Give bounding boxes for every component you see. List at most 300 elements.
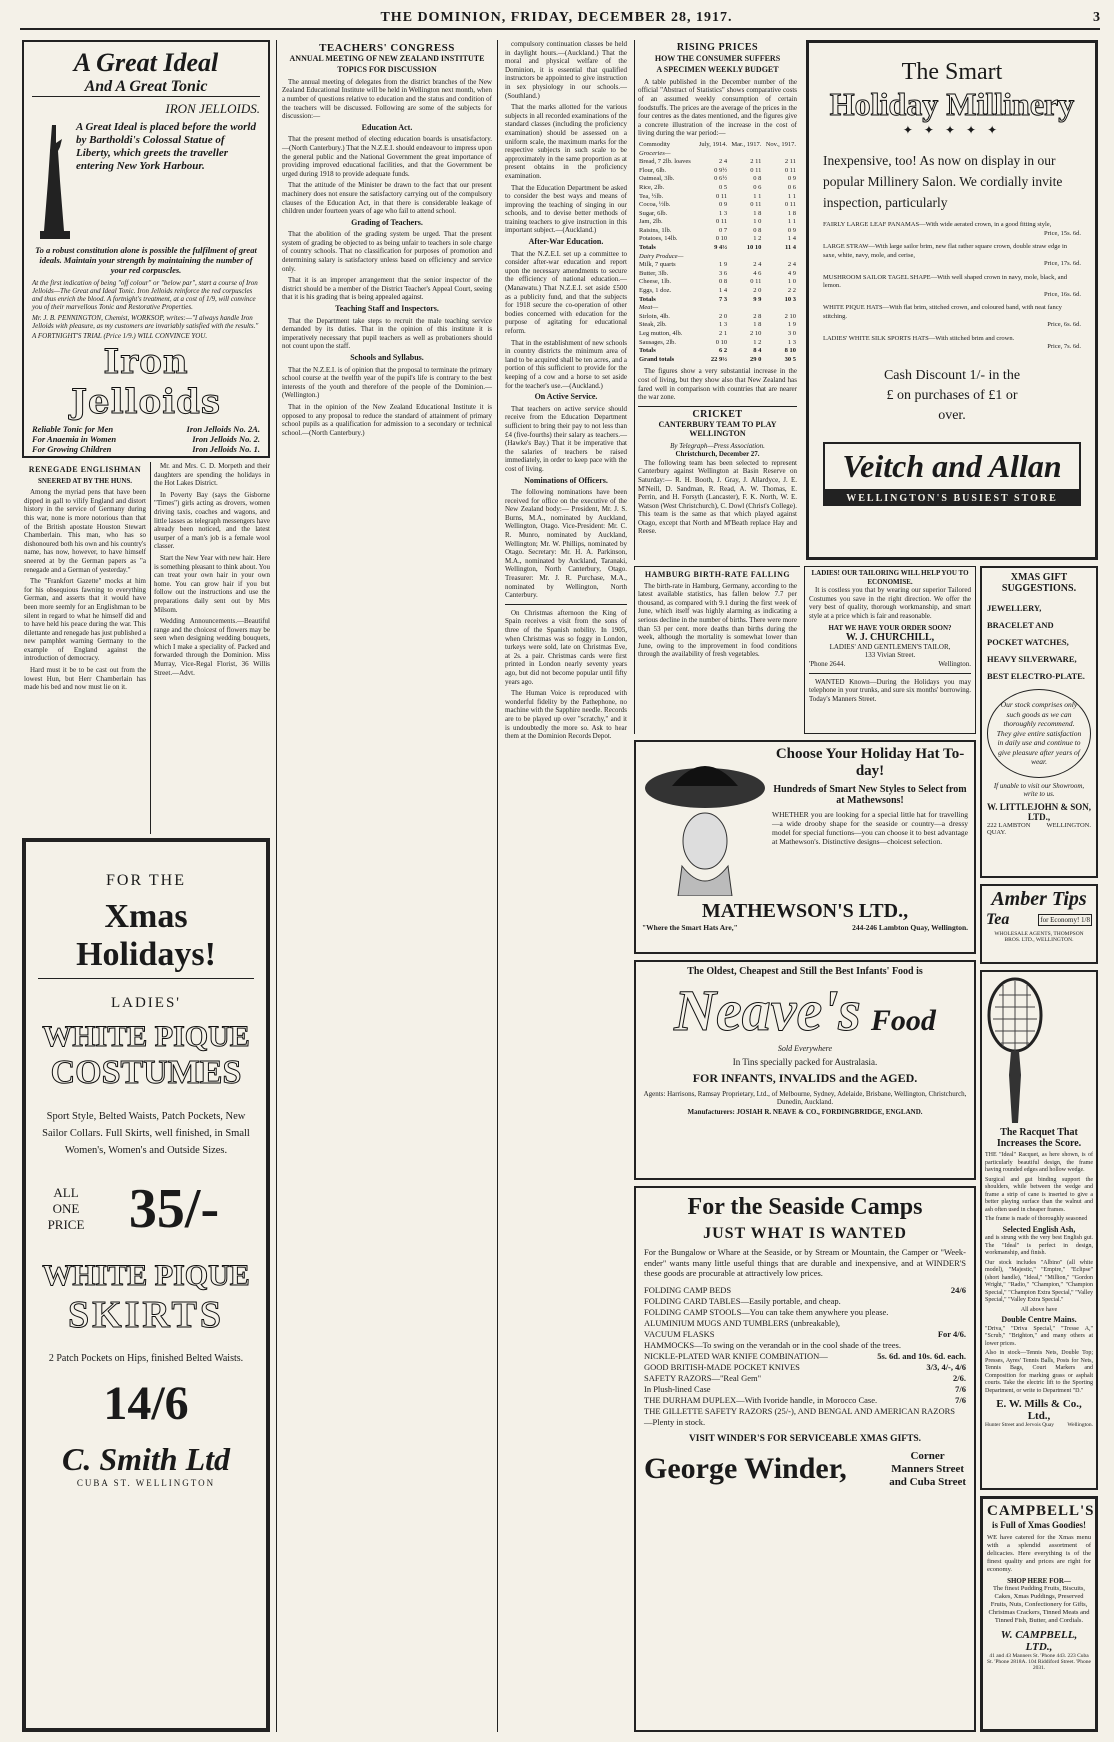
item-label: THE GILLETTE SAFETY RAZORS (25/-), AND BENGAL AND AMERICAN RAZORS—Plenty in stock. <box>644 1405 956 1427</box>
ad-littlejohn-panel <box>980 566 1098 878</box>
table-cell: 0 11 <box>715 192 728 200</box>
ad-headline: Choose Your Holiday Hat To-day! <box>775 746 965 779</box>
ad-trial: A FORTNIGHT'S TRIAL (Price 1/9.) WILL CONVINCE YOU. <box>32 332 208 340</box>
ad-brand: E. W. Mills & Co., Ltd., <box>996 1398 1082 1422</box>
group-name: Groceries— <box>639 149 671 157</box>
group-name: Meat— <box>639 304 659 312</box>
ad-footer: WHOLESALE AGENTS, THOMPSON BROS. LTD., WELLINGTON. <box>994 931 1084 943</box>
table-cell: 1 9 <box>718 261 728 269</box>
list-item: POCKET WATCHES, <box>987 637 1069 647</box>
table-cell: 2 11 <box>750 158 762 166</box>
table-cell: 1 3 <box>718 321 728 329</box>
table-cell: 2 4 <box>787 261 796 269</box>
table-cell: Potatoes, 14lb. <box>639 235 678 243</box>
ad-winder <box>634 1186 976 1732</box>
list-item <box>644 1351 966 1362</box>
ad-line: FOR INFANTS, INVALIDS and the AGED. <box>692 1071 918 1085</box>
total-row <box>638 244 797 253</box>
table-row <box>638 287 797 296</box>
paragraph: That the marks allotted for the various subjects in all recorded examinations of the standard classes (including the proficiency examination) should be assessed on a uniform scale, the maximum marks for the respective subjects in such scale to be approximately in the same proportion as at present obtains in the proficiency examination. <box>505 103 627 180</box>
ad-brand: W. CAMPBELL, LTD., <box>1000 1629 1078 1653</box>
ad-address: 41 and 43 Manners St. 'Phone 443. 223 Cuba St. 'Phone 2818A. 104 Riddiford Street. 'Phone 2031. <box>987 1653 1091 1671</box>
list-item <box>823 274 1081 300</box>
ad-line: If unable to visit our Showroom, <box>993 781 1085 790</box>
list-item <box>644 1329 966 1340</box>
ad-body: All above have <box>1020 1306 1058 1313</box>
table-cell: Steak, 2lb. <box>639 321 667 329</box>
paragraph: WANTED Known—During the Holidays you may telephone in your trunks, and sure six months' borrowing. Today's Manners Street. <box>809 677 971 703</box>
list-item: HEAVY SILVERWARE, <box>987 654 1077 664</box>
ad-address: 133 Vivian Street. <box>864 651 916 660</box>
address-line: and Cuba Street <box>889 1475 966 1488</box>
table-cell: 4 6 <box>753 269 762 277</box>
ad-headline: Increases the Score. <box>996 1138 1082 1149</box>
price-label: ONE <box>52 1201 80 1216</box>
table-cell: 1 1 <box>787 192 796 200</box>
ad-line: LADIES' <box>110 995 182 1011</box>
table-cell: 0 9 <box>718 201 728 209</box>
table-cell: 1 4 <box>787 235 796 243</box>
table-cell: 0 6½ <box>714 175 728 183</box>
list-item <box>644 1373 966 1384</box>
table-cell: 0 6 <box>787 183 796 191</box>
paragraph: That in the establishment of new schools in country districts the minimum area of land to be acquired shall be ten acres, and a portion of this sufficient to provide for the keeping of a cow and a horse to set aside for the teacher's use.—(Auckland.) <box>505 338 627 390</box>
paragraph: Mr. and Mrs. C. D. Morpeth and their daughters are spending the holidays in the Hot Lakes District. <box>154 462 270 488</box>
list-item <box>644 1362 966 1373</box>
ad-subheadline: Hundreds of Smart New Styles to Select from at Mathewsons! <box>773 784 967 806</box>
table-cell: 9 4½ <box>714 244 728 252</box>
price-label: PRICE <box>47 1217 85 1232</box>
ad-subheadline: is Full of Xmas Goodies! <box>991 1520 1086 1530</box>
ad-product: IRON JELLOIDS. <box>165 101 260 116</box>
paragraph: That the Education Department be asked to consider the best ways and means of improving the teaching of singing in our schools, and to devise better methods of training teachers to give instruction in this important subject.—(Auckland.) <box>505 183 627 235</box>
table-cell: 0 11 <box>750 166 762 174</box>
item-price: 7/6 <box>955 1394 966 1405</box>
row-value: Iron Jelloids No. 1. <box>192 444 260 454</box>
ad-line: FOR THE <box>106 872 186 889</box>
table-row <box>638 330 797 339</box>
item-price: 2/6. <box>953 1372 966 1383</box>
total-row <box>638 296 797 305</box>
item-price <box>962 1307 966 1318</box>
paragraph: The following team has been selected to represent Canterbury against Wellington at Basin Reserve on Saturday:— R. H. Booth, J. Gray, J. Allardyce, J. E. M'Neill, D. Sandman, R. Read, A. W. Thomas, E. Perrin, and H. Forsyth (Lancaster), F. K. North, W. E. Watson (West Christchurch), C. Dowl (Christ's College). This team is the same as that which played against Otago, except that North and M'Beath replace Hay and Reese. <box>638 458 797 536</box>
table-row <box>638 227 797 236</box>
table-row <box>638 158 797 167</box>
item-label: NICKLE-PLATED WAR KNIFE COMBINATION— <box>644 1350 828 1361</box>
statue-of-liberty-icon <box>32 121 76 241</box>
hat-illustration-icon <box>642 746 772 896</box>
item-price: Price, 15s. 6d. <box>1043 229 1081 237</box>
group-header-row <box>638 150 797 159</box>
section-heading: On Active Service. <box>534 392 598 402</box>
article-social <box>150 462 270 834</box>
table-row <box>638 201 797 210</box>
article-title: RISING PRICES <box>676 42 759 53</box>
table-cell: Rice, 2lb. <box>639 183 665 191</box>
section-heading: Grading of Teachers. <box>351 217 423 227</box>
ad-body: "Driva," "Driva Special," "Tresse A," "Scrub," "Brighton," and many others at lower prices. <box>985 1325 1093 1347</box>
paragraph: The Human Voice is reproduced with wonderful fidelity by the Pathephone, no machine with the Sapphire needle. Records are to be played up over "scratchy," and it is undoubtedly the more so. Ask to hear them at the Dominion Records Depot. <box>505 689 627 741</box>
table-row <box>638 270 797 279</box>
row-label: For Anaemia in Women <box>32 434 117 444</box>
section-heading: After-War Education. <box>528 237 604 247</box>
table-cell: 0 11 <box>750 278 762 286</box>
table-row <box>638 313 797 322</box>
ad-line: In Tins specially packed for Australasia. <box>732 1057 878 1067</box>
table-cell: 1 2 <box>753 235 762 243</box>
paragraph: Start the New Year with new hair. Here is something pleasant to think about. You can treat your own hair in your own home. You can grow hair if you but follow out the instructions and use the preparations daily sent out by Mrs Milsom. <box>154 553 270 614</box>
ad-churchill <box>804 566 976 734</box>
ad-smith-holidays <box>22 838 270 1732</box>
ad-brand: W. LITTLEJOHN & SON, LTD., <box>987 801 1091 822</box>
table-cell: 1 1 <box>753 192 762 200</box>
table-cell: 0 9 <box>787 226 796 234</box>
brand-logo: Iron Jelloids <box>70 342 222 422</box>
table-cell: 1 9 <box>787 321 796 329</box>
section-heading: Education Act. <box>361 122 413 132</box>
table-cell: 0 10 <box>715 235 728 243</box>
table-cell: 0 11 <box>715 218 728 226</box>
item-price: 7/6 <box>955 1383 966 1394</box>
table-row <box>638 339 797 348</box>
column-header: Commodity <box>639 140 671 148</box>
product-list <box>823 221 1081 352</box>
paragraph: That the attitude of the Minister be drawn to the fact that our present machinery does not ensure the satisfactory carrying out of the compulsory clauses of the Education Act, in that there is considerable leakage of children under fourteen years of age who fail to attend school. <box>282 181 492 216</box>
ad-neaves-food <box>634 960 976 1180</box>
price: 35/- <box>128 1178 220 1240</box>
table-cell: 1 8 <box>753 321 762 329</box>
ad-headline: WHITE PIQUE <box>42 1020 250 1053</box>
ad-body: and is strung with the very best English gut. The "Ideal" is perfect in design, workmanship, and finish. <box>985 1235 1093 1256</box>
row-value: Iron Jelloids No. 2A. <box>186 424 260 434</box>
ad-description: 2 Patch Pockets on Hips, finished Belted Waists. <box>48 1353 244 1364</box>
table-cell: Grand totals <box>639 355 675 363</box>
paragraph: compulsory continuation classes be held in daylight hours.—(Auckland.) That the moral and physical welfare of the Dominion, it is essential that qualified instructors be appointed to give instruction in sex physiology in our schools.—(Southland.) <box>505 40 627 100</box>
table-cell: 0 8 <box>753 226 762 234</box>
table-cell: Oatmeal, 3lb. <box>639 175 675 183</box>
ad-description: Sport Style, Belted Waists, Patch Pockets, New Sailor Collars. Full Skirts, well finished, in Small Women's, Women's and Outside Sizes. <box>42 1111 250 1156</box>
table-cell: 3 0 <box>787 330 796 337</box>
ad-line: write to us. <box>1023 789 1055 798</box>
table-cell: 30 5 <box>784 355 796 363</box>
price-label: ALL <box>53 1185 79 1200</box>
list-item <box>823 243 1081 269</box>
table-row <box>638 218 797 227</box>
table-cell: Cheese, 1lb. <box>639 278 671 286</box>
paragraph: That the present method of electing education boards is unsatisfactory.—(North Canterbury.) That the N.Z.E.I. should endeavour to impress upon the general public and the National Government the great importance of providing improved educational facilities, and that the Government be urged during 1918 to provide adequate funds. <box>282 135 492 178</box>
store-address: CUBA ST. WELLINGTON <box>76 1478 216 1488</box>
article-renegade <box>24 462 146 834</box>
ad-tagline: "Where the Smart Hats Are," <box>642 923 738 932</box>
table-row <box>638 193 797 202</box>
table-cell: 4 9 <box>787 269 796 277</box>
group-header-row <box>638 253 797 262</box>
ad-amber-tips <box>980 884 1098 964</box>
table-cell: Totals <box>639 295 656 303</box>
ad-headline: XMAS GIFT SUGGESTIONS. <box>1001 572 1077 594</box>
ad-body: A Great Ideal is placed before the world by Bartholdi's Colossal Statue of Liberty, which greets the traveller entering New York Harbour. <box>76 121 256 172</box>
ad-town: Wellington. <box>938 659 971 668</box>
ad-address: 244-246 Lambton Quay, Wellington. <box>852 923 968 932</box>
table-row <box>638 278 797 287</box>
table-cell: 2 8 <box>753 312 762 320</box>
row-label: Reliable Tonic for Men <box>32 424 114 434</box>
paragraph: It is costless you that by wearing our superior Tailored Costumes you save in the right direction. We offer the very best of quality, thorough workmanship, and smart style at a price which is fair and reasonable. <box>809 586 971 620</box>
article-subtitle: CANTERBURY TEAM TO PLAY WELLINGTON <box>658 420 777 438</box>
article-teachers-continued <box>502 40 630 1732</box>
item-label: FOLDING CAMP STOOLS—You can take them anywhere you please. <box>644 1306 889 1317</box>
table-cell: 2 4 <box>753 261 762 269</box>
table-cell: 0 8 <box>753 175 762 183</box>
paragraph: A table published in the December number of the official "Abstract of Statistics" shows comparative costs of an assumed weekly consumption of certain foodstuffs. The prices are the average of the prices in the four centres as the dates mentioned, and the figures give a concrete illustration of the increase in the cost of living during the war period:— <box>638 77 797 138</box>
section-heading: Teaching Staff and Inspectors. <box>335 304 439 314</box>
article-subtitle: SNEERED AT BY THE HUNS. <box>37 476 133 485</box>
table-cell: 11 4 <box>784 244 796 252</box>
paragraph: The figures show a very substantial increase in the cost of living, but they show also that New Zealand has fared well in comparison with countries that are nearer the war zone. <box>638 367 797 402</box>
ad-brand: MATHEWSON'S LTD., <box>701 900 909 922</box>
table-cell: 8 10 <box>784 347 796 355</box>
table-cell: 2 10 <box>750 330 762 337</box>
total-row <box>638 347 797 356</box>
discount-line: Cash Discount 1/- in the <box>883 367 1021 383</box>
table-cell: 2 10 <box>784 312 796 320</box>
table-cell: Butter, 3lb. <box>639 269 669 277</box>
ad-line: The Smart <box>901 59 1003 85</box>
table-cell: Flour, 6lb. <box>639 166 667 174</box>
ad-tagline: WELLINGTON'S BUSIEST STORE <box>823 491 1081 506</box>
ad-tagline: for Economy! 1/8 <box>1040 916 1090 924</box>
table-cell: 7 3 <box>718 295 728 303</box>
brand-logo: Amber Tips <box>991 888 1087 910</box>
item-price: Price, 6s. 6d. <box>1047 321 1081 328</box>
ad-body: The frame is made of thoroughly seasoned <box>985 1216 1088 1222</box>
ad-manufacturer: Manufacturers: JOSIAH R. NEAVE & CO., FORDINGBRIDGE, ENGLAND. <box>687 1108 923 1116</box>
ad-testimonial: Mr. J. B. PENNINGTON, Chemist, WORKSOP, writes:—"I always handle Iron Jelloids with pleasure, as my customers are invariably satisfied with the results." <box>32 314 259 330</box>
brand-logo-food: Food <box>870 1004 936 1037</box>
item-price: Price, 16s. 6d. <box>1043 290 1081 298</box>
table-cell: 10 10 <box>746 244 762 252</box>
paragraph: The following nominations have been received for office on the executive of the New Zealand body:— President, Mr. J. S. Burns, M.A., nominated by Auckland, Wellington, Otago. Vice-President: Mr. C. R. Munro, nominated by Auckland, Wellington; Mr. W. Phillips, nominated by Otago. Secretary: Mr. H. A. Parkinson, M.A., nominated by Auckland, Taranaki, Wellington, North Canterbury, Otago. Treasurer: Mr. J. R. Purchase, M.A., nominated by Wellington, North Canterbury. <box>505 488 627 600</box>
address-line: Corner <box>910 1449 945 1462</box>
item-price: 3/3, 4/-, 4/6 <box>926 1361 966 1372</box>
table-row <box>638 175 797 184</box>
paragraph: That the abolition of the grading system be urged. That the present system of grading be objected to as being unfair to teachers in sole charge of country schools. That no classification for purposes of promotion and determining salary is satisfactory unless based on efficiency and service only. <box>282 230 492 273</box>
table-cell: 1 4 <box>718 287 728 295</box>
ad-name: W. J. CHURCHILL, <box>845 632 935 644</box>
table-cell: Milk, 7 quarts <box>639 261 676 269</box>
ad-headline: For the Seaside Camps <box>687 1194 923 1220</box>
table-cell: 0 5 <box>718 183 728 191</box>
table-cell: 2 2 <box>787 287 796 295</box>
discount-line: over. <box>938 407 966 423</box>
table-cell: 2 0 <box>753 287 762 295</box>
column-header: July, 1914. <box>698 140 728 148</box>
table-cell: 1 2 <box>753 338 762 346</box>
paragraph: Hard must it be to be cast out from the lowest Hun, but Herr Chamberlain has made his bed and now must lie on it. <box>24 666 146 692</box>
ad-iron-jelloids <box>22 40 270 458</box>
ad-headline: Holiday Millinery <box>829 86 1075 122</box>
item-label: In Plush-lined Case <box>644 1383 711 1394</box>
table-cell: 2 11 <box>784 158 796 166</box>
ad-body: Surgical and gut binding support the shoulders, while between the wedge and frame a strip of cane is inserted to give a better playing surface than the walnut and ash often used in cheaper frames. <box>985 1176 1093 1213</box>
table-cell: Raisins, 1lb. <box>639 226 672 234</box>
item-label: ALUMINIUM MUGS AND TUMBLERS (unbreakable), <box>644 1317 841 1328</box>
ad-body: WE have catered for the Xmas menu with a splendid assortment of delicacies. Here everything is of the finest quality and prices are right for economy. <box>987 1534 1091 1573</box>
ad-body: WHETHER you are looking for a special little hat for travelling—a wide drooby shape for the seaside or country—a dressy model for special functions—you can choose it to best advantage at Mathewson's. Distinctive designs—choicest selection. <box>772 810 968 846</box>
table-header-row <box>638 141 797 150</box>
article-teachers <box>276 40 498 1732</box>
list-item <box>644 1307 966 1318</box>
item-price <box>962 1318 966 1329</box>
discount-line: £ on purchases of £1 or <box>886 387 1018 403</box>
paragraph: That it is an improper arrangement that the senior inspector of the district should be a member of the District Teacher's Appeal Court, seeing that it is his grading that is being appealed against. <box>282 276 492 302</box>
ad-town: WELLINGTON. <box>1046 821 1091 829</box>
table-cell: 1 8 <box>787 209 796 217</box>
ad-headline: COSTUMES <box>50 1054 242 1091</box>
item-label: FAIRLY LARGE LEAF PANAMAS—With wide aerated crown, in a good fitting style, <box>823 221 1052 228</box>
paragraph: In Poverty Bay (says the Gisborne "Times") girls acting as drovers, women driving taxis, coaches and wagons, and little lasses as telegraph messengers have already been noticed, and the latest usurper of a man's job is a female wool classer. <box>154 490 270 551</box>
item-price: 24/6 <box>950 1284 966 1295</box>
table-row <box>638 261 797 270</box>
table-cell: 9 9 <box>753 295 762 303</box>
paragraph: That in the opinion of the New Zealand Educational Institute it is opposed to any proposal to reduce the standard of attainment of primary school pupils as a qualification for admission to a secondary or technical school.—(North Canterbury.) <box>282 402 492 437</box>
item-label: FOLDING CARD TABLES—Easily portable, and cheap. <box>644 1295 841 1306</box>
ad-para-2: To a robust constitution alone is possible the fulfilment of great ideals. Maintain your strength by maintaining the number of your red corpuscles. <box>35 245 257 275</box>
price-table <box>638 141 797 364</box>
table-cell: Leg mutton, 4lb. <box>639 330 683 337</box>
table-cell: 10 3 <box>784 295 796 303</box>
address-line: Manners Street <box>891 1462 964 1475</box>
product-list <box>644 1285 966 1428</box>
table-cell: 2 0 <box>718 312 728 320</box>
ad-emphasis: Selected English Ash, <box>1002 1224 1076 1234</box>
table-cell: Cocoa, ½lb. <box>639 201 671 209</box>
list-item <box>644 1296 966 1307</box>
paragraph: That teachers on active service should receive from the Education Department sufficient to bring their pay to not less than £4 (five-fourths) their salary as teachers.—(Hawke's Bay.) That it be imperative that the salaries of teachers be raised immediately, in order to keep pace with the cost of living. <box>505 404 627 473</box>
item-label: LARGE STRAW—With large sailor brim, new flat rather square crown, double straw edge in saxe, white, navy, mole, and cerise, <box>823 243 1068 259</box>
ad-agents: Agents: Harrisons, Ramsay Proprietary, Ltd., of Melbourne, Sydney, Adelaide, Brisbane, Wellington, Christchurch, Dunedin, Auckland. <box>643 1090 967 1106</box>
item-price <box>962 1296 966 1307</box>
ad-body: The finest Pudding Fruits, Biscuits, Cakes, Xmas Puddings, Preserved Fruits, Nuts, Confectionery for Gifts, Christmas Crackers, Tinned Meats and Tinned Fish, Butter, and Cordials. <box>988 1585 1090 1624</box>
table-cell: Totals <box>639 244 656 252</box>
ad-headline: Xmas Holidays! <box>76 898 216 973</box>
column-header: Nov., 1917. <box>765 140 796 148</box>
store-logo: C. Smith Ltd <box>61 1441 231 1477</box>
ad-headline: CAMPBELL'S <box>987 1503 1095 1519</box>
table-cell: 0 7 <box>718 226 728 234</box>
ad-para-3: At the first indication of being "off colour" or "below par", start a course of Iron Jelloids—The Great and Ideal Tonic. Iron Jelloids reinforce the red corpuscles and thus enrich the blood. A fortnight's treatment, at a cost of 1/9, will convince you of their marvellous Tonic and Restorative Properties. <box>32 279 258 311</box>
grand-total-row <box>638 356 797 365</box>
table-cell: 8 4 <box>753 347 762 355</box>
brand-logo-tea: Tea <box>986 911 1010 928</box>
table-cell: 0 11 <box>750 201 762 209</box>
table-cell: Sausages, 2lb. <box>639 338 677 346</box>
item-label: MUSHROOM SAILOR TAGEL SHAPE—With well shaped crown in navy, mole, black, and lemon. <box>823 273 1067 289</box>
list-item <box>644 1318 966 1329</box>
item-label: GOOD BRITISH-MADE POCKET KNIVES <box>644 1361 800 1372</box>
item-label: WHITE PIQUE HATS—With flat brim, stitched crown, and coloured band, with neat fancy stitching. <box>823 304 1062 320</box>
ad-emphasis: Double Centre Mains. <box>1001 1315 1077 1324</box>
item-price <box>962 1340 966 1351</box>
ad-headline: The Racquet That <box>1000 1127 1078 1138</box>
item-price: 5s. 6d. and 10s. 6d. each. <box>877 1350 966 1361</box>
table-cell: 29 0 <box>750 355 762 363</box>
table-cell: 1 8 <box>753 209 762 217</box>
ad-body: THE "Ideal" Racquet, as here shown, is of particularly beautiful design, the frame having rounded edges and hollow wedge. <box>985 1152 1093 1173</box>
table-cell: 1 0 <box>753 218 762 226</box>
list-item <box>644 1340 966 1351</box>
ad-campbells <box>980 1496 1098 1732</box>
paragraph: That the N.Z.E.I. is of opinion that the proposal to terminate the primary school course at the twelfth year of the pupil's life is contrary to the best interests of the youth and therefore of the people of the Dominion.—(Wellington.) <box>282 365 492 400</box>
table-cell: 1 1 <box>787 218 796 226</box>
ad-body: For the Bungalow or Whare at the Seaside, or by Stream or Mountain, the Camper or "Week-ender" wants many little useful things that are durable and inexpensive, and at WINDER'S these goods are procurable at attractively low prices. <box>644 1247 966 1278</box>
paragraph: On Christmas afternoon the King of Spain receives a visit from the sons of three of the Spanish nobility. In 1905, when Christmas was so foggy in London, turkeys were sold, late on Christmas Eve, at 2s. a pair. Christmas cards were first printed in London nearly seventy years ago, but did not become popular until fifty years ago. <box>505 608 627 686</box>
ad-subheadline: JUST WHAT IS WANTED <box>703 1225 907 1242</box>
table-cell: 3 6 <box>718 269 728 277</box>
table-cell: Tea, ½lb. <box>639 192 664 200</box>
item-price: Price, 7s. 6d. <box>1047 343 1081 350</box>
paragraph: Among the myriad pens that have been dipped in gall to vilify England and distort history in the service of Germany during this war, none is more notorious than that of the British apostate Houston Stewart Chamberlain. This man, who has so dishonoured both his own and his country's name, has now, however, to have himself sneered at by the German papers as "a renegade and a German of yesterday." <box>24 488 146 574</box>
product-rows <box>32 424 260 454</box>
ad-line: Sold Everywhere <box>777 1044 833 1053</box>
table-cell: Jam, 2lb. <box>639 218 663 226</box>
paragraph: That the Department take steps to recruit the male teaching service demanded by its duties. That in the opinion of this institute it is imperatively necessary that pupil teachers as well as probationers should not count upon the staff. <box>282 316 492 351</box>
ad-body: Also in stock—Tennis Nets, Double Top; Presses, Ayres' Tennis Balls, Posts for Nets, Tennis Bags, Court Markers and Composition for marking grass or asphalt courts. Take the electric lift to the Sporting Department, or write to Department "D." <box>985 1350 1093 1394</box>
table-cell: Sirloin, 4lb. <box>639 312 670 320</box>
list-item <box>823 304 1081 330</box>
item-label: SAFETY RAZORS—"Real Gem" <box>644 1372 762 1383</box>
masthead-title: THE DOMINION, FRIDAY, DECEMBER 28, 1917. <box>380 10 733 25</box>
list-item <box>644 1395 966 1406</box>
brand-logo: George Winder, <box>644 1452 847 1485</box>
article-subtitle: ANNUAL MEETING OF NEW ZEALAND INSTITUTE <box>289 53 485 63</box>
ad-town: Wellington. <box>1067 1422 1093 1428</box>
article-subtitle: HOW THE CONSUMER SUFFERS <box>654 53 781 63</box>
dateline: Christchurch, December 27. <box>675 450 760 459</box>
ad-address: Hunter Street and Jervois Quay <box>985 1422 1055 1428</box>
table-cell: 1 0 <box>787 278 796 286</box>
table-row <box>638 235 797 244</box>
table-cell: 1 3 <box>718 209 728 217</box>
table-cell: 0 8 <box>718 278 728 286</box>
table-cell: Eggs, 1 doz. <box>639 287 672 295</box>
ad-veitch-allan: The Smart Holiday Millinery ✦ ✦ ✦ ✦ ✦ Inexpensive, too! As now on display in our popular Millinery Salon. We cordially invite inspection, particularly FAIRLY LARGE LEAF PANAMAS—With wide aerated crown, in a good fitting style, Price, 15s. 6d. LARGE STRAW—With large sailor brim, new flat rather square crown, double straw edge in saxe, white, navy, mole, and cerise, Price, 17s. 6d. MUSHROOM SAILOR TAGEL SHAPE—With well shaped crown in navy, mole, black, and lemon. Price, 16s. 6d. WHITE PIQUE HATS—With flat brim, stitched crown, and coloured band, with neat fancy stitching. Price, 6s. 6d. LADIES' WHITE SILK SPORTS HATS—With stitched brim and crown. Price, 7s. 6d. Cash Discount 1/- in the £ on purchases of £1 or over. Veitch and Allan WELLINGTON'S BUSIEST STORE <box>806 40 1098 560</box>
item-label: LADIES' WHITE SILK SPORTS HATS—With stitched brim and crown. <box>823 334 1015 342</box>
byline: By Telegraph—Press Association. <box>670 441 765 450</box>
article-title: TEACHERS' CONGRESS <box>319 42 455 54</box>
product-list <box>987 600 1091 685</box>
ad-mathewson <box>634 740 976 954</box>
ad-body: Inexpensive, too! As now on display in our popular Millinery Salon. We cordially invite inspection, particularly <box>823 153 1063 210</box>
ad-headline: The Oldest, Cheapest and Still the Best Infants' Food is <box>687 966 923 977</box>
table-cell: Bread, 7 2lb. loaves <box>639 158 691 166</box>
list-item <box>823 335 1081 352</box>
table-cell: 0 6 <box>753 183 762 191</box>
price: 14/6 <box>103 1377 189 1430</box>
item-price: For 4/6. <box>937 1328 966 1339</box>
table-cell: 1 3 <box>787 338 796 346</box>
ad-phone: 'Phone 2644. <box>809 659 846 668</box>
masthead <box>20 8 1100 30</box>
list-item <box>823 221 1081 238</box>
ad-line: HAT WE HAVE YOUR ORDER SOON? <box>828 623 952 632</box>
group-header-row <box>638 304 797 313</box>
table-cell: 6 2 <box>718 347 728 355</box>
racquet-icon <box>985 975 1093 1125</box>
ad-headline: SKIRTS <box>67 1294 225 1336</box>
item-price: Price, 17s. 6d. <box>1043 260 1081 267</box>
row-label: For Growing Children <box>32 444 112 454</box>
